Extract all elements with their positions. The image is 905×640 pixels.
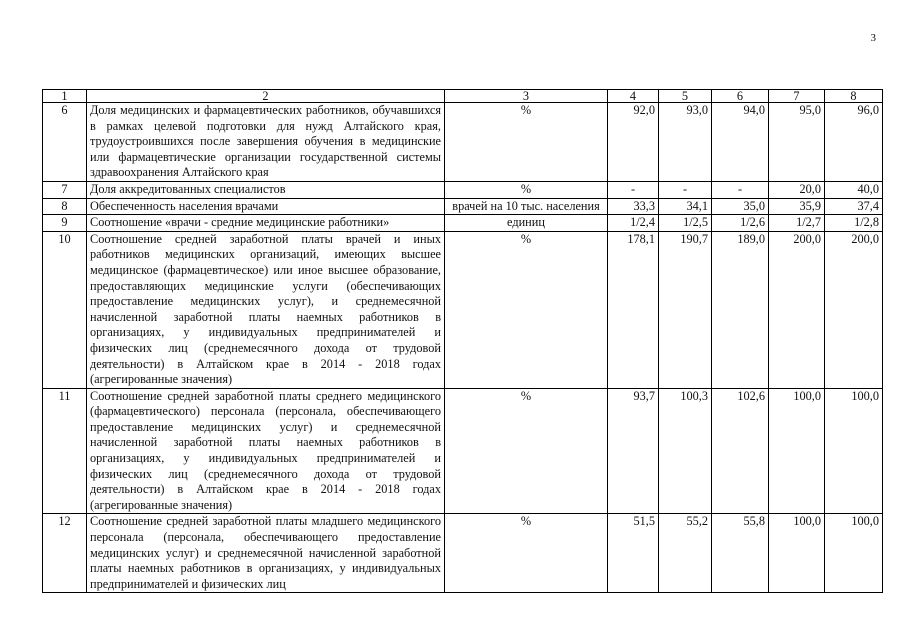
column-header: 3 [445, 90, 608, 103]
table-row [43, 181, 883, 198]
value-cell: - [608, 181, 659, 198]
value-cell: 100,0 [769, 514, 825, 593]
value-cell: 190,7 [659, 231, 712, 388]
value-cell: 1/2,8 [825, 215, 883, 232]
table-row [43, 198, 883, 215]
indicator-name: Соотношение средней заработной платы среднего медицинского (фармацевтического) персонала (персонала, обеспечивающего предоставление медицинских услуг) и среднемесячной начисленной заработной платы наемных работников в организациях, у индивидуальных предпринимателей и физических лиц (среднемесячного дохода от трудовой деятельности) в Алтайском крае в 2014 - 2018 годах (агрегированные значения) [87, 388, 445, 514]
indicator-name: Обеспеченность населения врачами [87, 198, 445, 215]
table-header-row [43, 90, 883, 103]
row-number: 10 [43, 231, 87, 388]
value-cell: 35,9 [769, 198, 825, 215]
value-cell: 1/2,4 [608, 215, 659, 232]
table-row [43, 215, 883, 232]
column-header: 6 [712, 90, 769, 103]
value-cell: 95,0 [769, 103, 825, 182]
value-cell: 189,0 [712, 231, 769, 388]
column-header: 8 [825, 90, 883, 103]
value-cell: 55,8 [712, 514, 769, 593]
value-cell: - [659, 181, 712, 198]
row-number: 7 [43, 181, 87, 198]
row-number: 9 [43, 215, 87, 232]
unit-cell: % [445, 231, 608, 388]
value-cell: 178,1 [608, 231, 659, 388]
unit-cell: % [445, 514, 608, 593]
unit-cell: единиц [445, 215, 608, 232]
row-number: 11 [43, 388, 87, 514]
value-cell: 51,5 [608, 514, 659, 593]
table-row [43, 103, 883, 182]
page-number: 3 [870, 32, 876, 44]
column-header: 1 [43, 90, 87, 103]
row-number: 12 [43, 514, 87, 593]
table-row [43, 231, 883, 388]
value-cell: 96,0 [825, 103, 883, 182]
value-cell: - [712, 181, 769, 198]
indicator-name: Доля аккредитованных специалистов [87, 181, 445, 198]
unit-cell: % [445, 388, 608, 514]
value-cell: 93,7 [608, 388, 659, 514]
value-cell: 1/2,7 [769, 215, 825, 232]
column-header: 7 [769, 90, 825, 103]
column-header: 4 [608, 90, 659, 103]
value-cell: 93,0 [659, 103, 712, 182]
value-cell: 34,1 [659, 198, 712, 215]
value-cell: 20,0 [769, 181, 825, 198]
value-cell: 100,3 [659, 388, 712, 514]
indicator-name: Соотношение средней заработной платы врачей и иных работников медицинских организаций, имеющих высшее медицинское (фармацевтическое) или иное высшее образование, предоставляющих медицинские услуги (обеспечивающих предоставление медицинских услуг), и среднемесячной начисленной заработной платы наемных работников в организациях, у индивидуальных предпринимателей и физических лиц (среднемесячного дохода от трудовой деятельности) в Алтайском крае в 2014 - 2018 годах (агрегированные значения) [87, 231, 445, 388]
value-cell: 100,0 [825, 388, 883, 514]
unit-cell: % [445, 181, 608, 198]
unit-cell: врачей на 10 тыс. населения [445, 198, 608, 215]
indicator-name: Соотношение «врачи - средние медицинские работники» [87, 215, 445, 232]
value-cell: 1/2,6 [712, 215, 769, 232]
value-cell: 100,0 [825, 514, 883, 593]
value-cell: 37,4 [825, 198, 883, 215]
column-header: 5 [659, 90, 712, 103]
value-cell: 200,0 [825, 231, 883, 388]
value-cell: 94,0 [712, 103, 769, 182]
unit-cell: % [445, 103, 608, 182]
value-cell: 200,0 [769, 231, 825, 388]
indicators-table [42, 89, 883, 593]
value-cell: 1/2,5 [659, 215, 712, 232]
column-header: 2 [87, 90, 445, 103]
table-row [43, 388, 883, 514]
value-cell: 35,0 [712, 198, 769, 215]
indicator-name: Доля медицинских и фармацевтических работников, обучавшихся в рамках целевой подготовки для нужд Алтайского края, трудоустроившихся после завершения обучения в медицинские или фармацевтические организации государственной системы здравоохранения Алтайского края [87, 103, 445, 182]
value-cell: 100,0 [769, 388, 825, 514]
row-number: 8 [43, 198, 87, 215]
value-cell: 102,6 [712, 388, 769, 514]
row-number: 6 [43, 103, 87, 182]
value-cell: 40,0 [825, 181, 883, 198]
value-cell: 33,3 [608, 198, 659, 215]
indicator-name: Соотношение средней заработной платы младшего медицинского персонала (персонала, обеспечивающего предоставление медицинских услуг) и среднемесячной начисленной заработной платы наемных работников в организациях, у индивидуальных предпринимателей и физических лиц [87, 514, 445, 593]
value-cell: 55,2 [659, 514, 712, 593]
value-cell: 92,0 [608, 103, 659, 182]
table-row [43, 514, 883, 593]
